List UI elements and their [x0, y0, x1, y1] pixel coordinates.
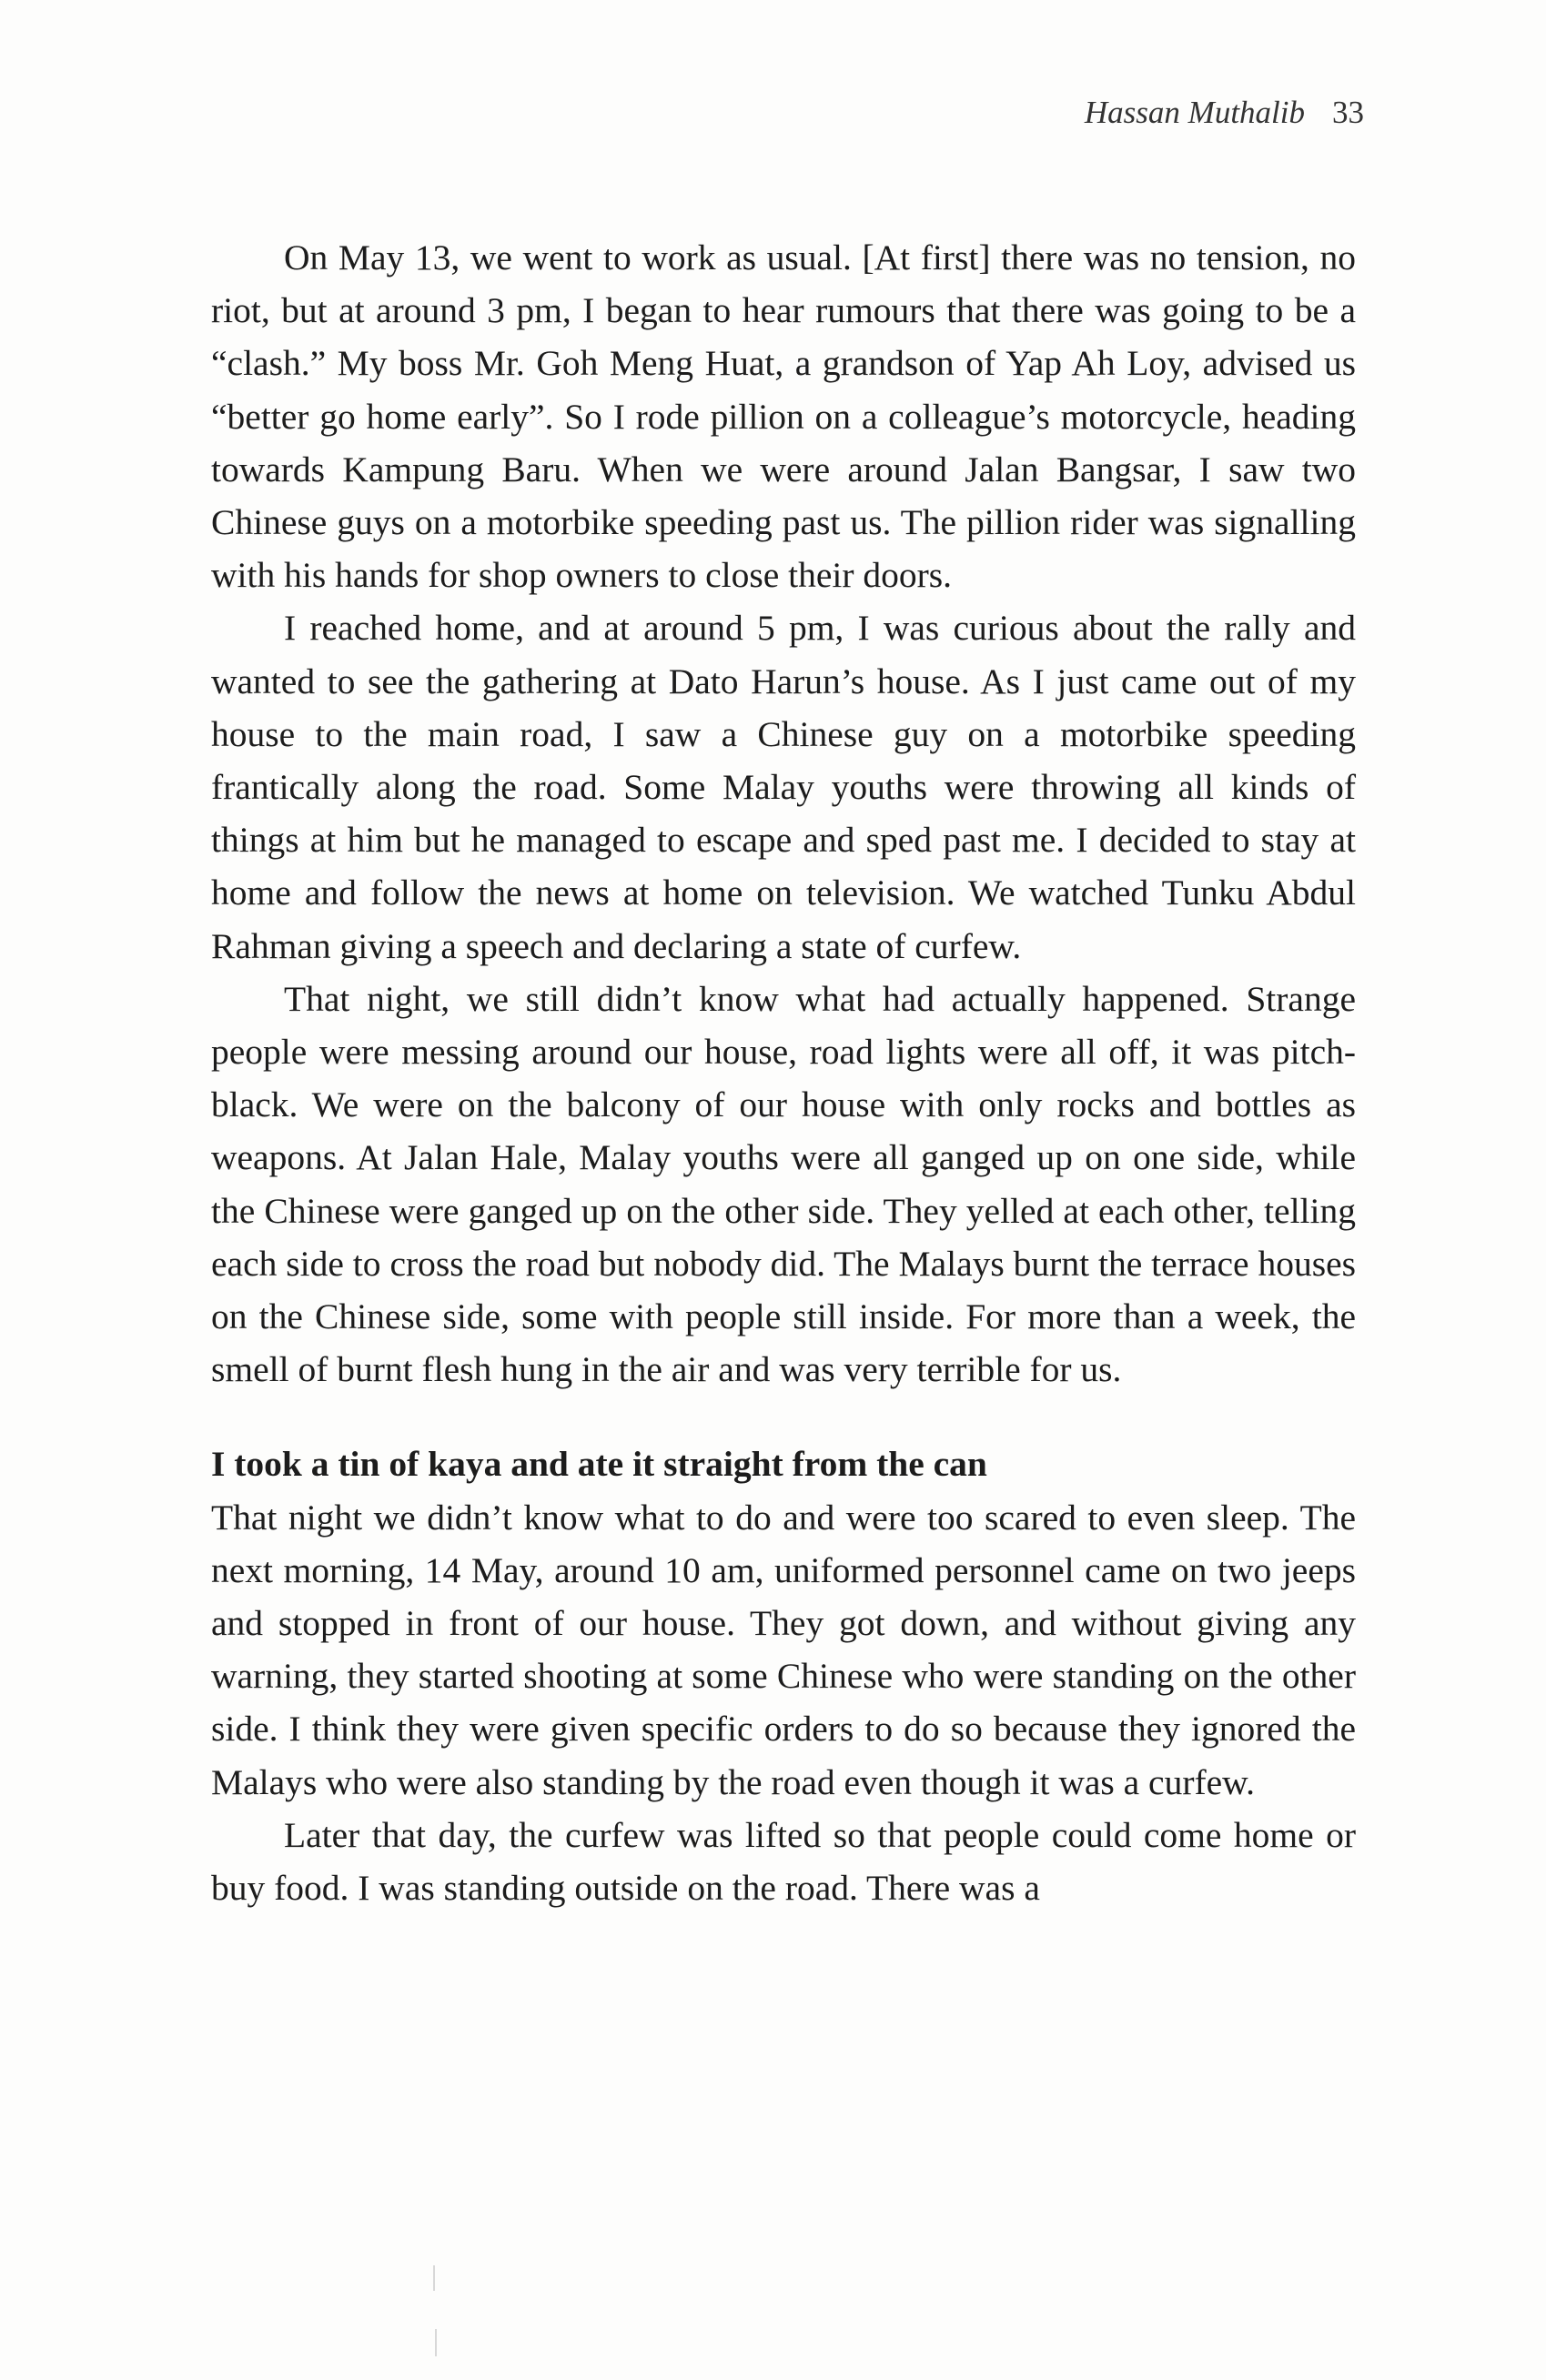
running-head-author: Hassan Muthalib — [1084, 95, 1305, 130]
page-number: 33 — [1332, 95, 1364, 130]
scan-artifact-mark — [433, 2265, 435, 2291]
section-heading: I took a tin of kaya and ate it straight from the can — [211, 1444, 987, 1485]
paragraph: That night, we still didn’t know what had actually happened. Strange people were messing around our house, road lights were all off, it was pitch-black. We were on the balcony of our house with only rocks and bottles as weapons. At Jalan Hale, Malay youths were all ganged up on one side, while the Chinese were ganged up on the other side. They yelled at each other, telling each side to cross the road but nobody did. The Malays burnt the terrace houses on the Chinese side, some with people still inside. For more than a week, the smell of burnt flesh hung in the air and was very terrible for us. — [211, 978, 1356, 1390]
paragraph: I reached home, and at around 5 pm, I was curious about the rally and wanted to see the gathering at Dato Harun’s house. As I just came out of my house to the main road, I saw a Chinese guy on a motorbike speeding frantically along the road. Some Malay youths were throwing all kinds of things at him but he managed to escape and sped past me. I decided to stay at home and follow the news at home on television. We watched Tunku Abdul Rahman giving a speech and declaring a state of curfew. — [211, 608, 1356, 966]
running-head — [1085, 95, 1364, 131]
scan-artifact-mark — [435, 2329, 437, 2356]
body-text — [211, 231, 1356, 1914]
paragraph: That night we didn’t know what to do and were too scared to even sleep. The next morning, 14 May, around 10 am, uniformed personnel came on two jeeps and stopped in front of our house. They got down, and without giving any warning, they started shooting at some Chinese who were standing on the other side. I think they were given specific orders to do so because they ignored the Malays who were also standing by the road even though it was a curfew. — [211, 1497, 1356, 1802]
paragraph: Later that day, the curfew was lifted so that people could come home or buy food. I was standing outside on the road. There was a — [211, 1814, 1356, 1909]
paragraph: On May 13, we went to work as usual. [At first] there was no tension, no riot, but at around 3 pm, I began to hear rumours that there was going to be a “clash.” My boss Mr. Goh Meng Huat, a grandson of Yap Ah Loy, advised us “better go home early”. So I rode pillion on a colleague’s motorcycle, heading towards Kampung Baru. When we were around Jalan Bangsar, I saw two Chinese guys on a motorbike speeding past us. The pillion rider was signalling with his hands for shop owners to close their doors. — [211, 237, 1356, 596]
